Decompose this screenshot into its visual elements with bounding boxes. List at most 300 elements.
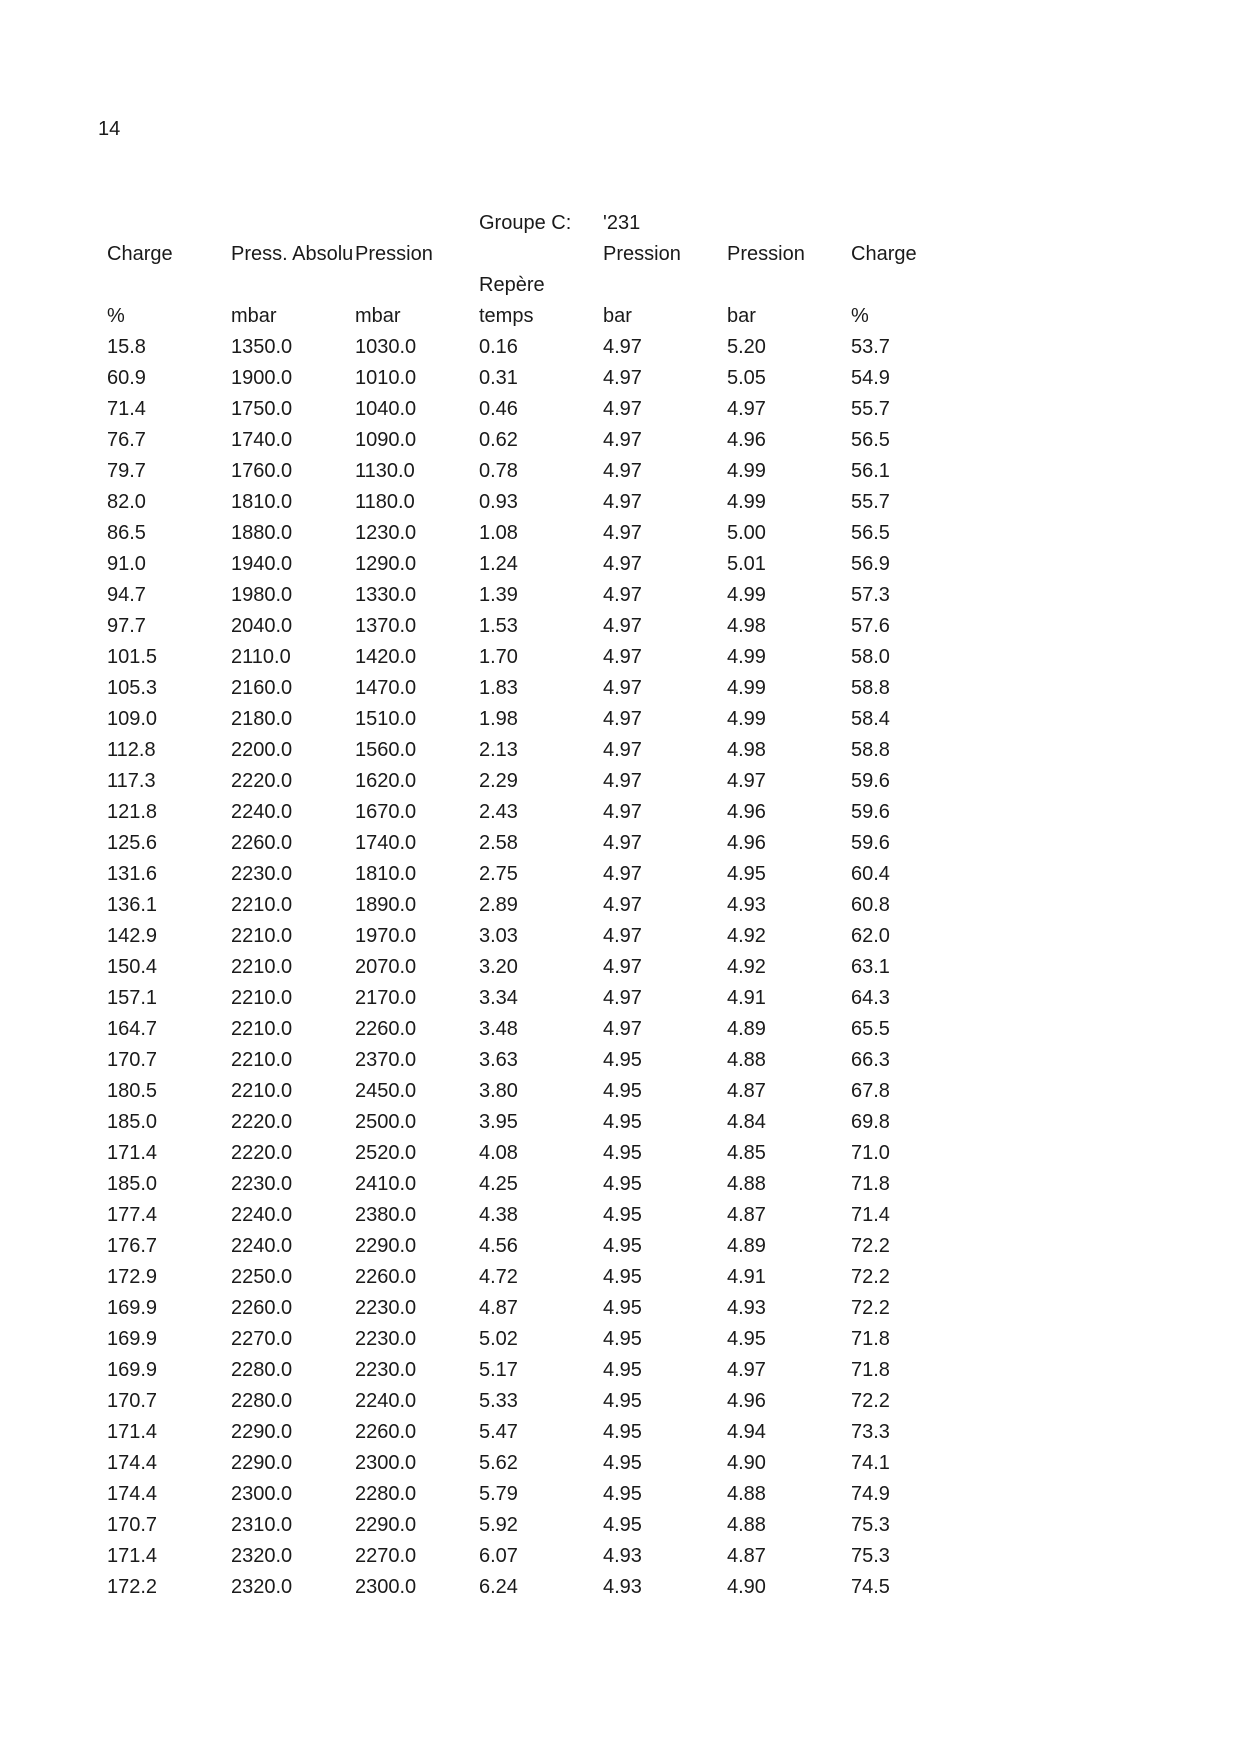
table-cell: 2290.0 bbox=[231, 1421, 293, 1443]
table-cell: 71.0 bbox=[851, 1142, 890, 1164]
table-cell: 4.95 bbox=[603, 1266, 642, 1288]
table-cell: 185.0 bbox=[107, 1111, 158, 1133]
table-cell: 4.97 bbox=[727, 398, 766, 420]
table-cell: 1350.0 bbox=[231, 336, 293, 358]
table-row bbox=[107, 642, 975, 673]
table-row bbox=[107, 580, 975, 611]
table-cell: 60.9 bbox=[107, 367, 146, 389]
table-cell: 105.3 bbox=[107, 677, 158, 699]
table-cell: 4.97 bbox=[603, 398, 642, 420]
table-cell: 55.7 bbox=[851, 491, 890, 513]
header-cell: Charge bbox=[107, 243, 173, 265]
header-row bbox=[107, 301, 975, 332]
table-cell: 4.38 bbox=[479, 1204, 518, 1226]
table-cell: 4.95 bbox=[603, 1204, 642, 1226]
table-cell: 2.43 bbox=[479, 801, 518, 823]
table-cell: 4.92 bbox=[727, 956, 766, 978]
table-cell: 4.97 bbox=[603, 925, 642, 947]
table-row bbox=[107, 1138, 975, 1169]
header-cell: % bbox=[107, 305, 125, 327]
table-row bbox=[107, 518, 975, 549]
table-row bbox=[107, 394, 975, 425]
table-cell: 1980.0 bbox=[231, 584, 293, 606]
table-row bbox=[107, 859, 975, 890]
table-cell: 97.7 bbox=[107, 615, 146, 637]
table-cell: 1.70 bbox=[479, 646, 518, 668]
table-cell: 2170.0 bbox=[355, 987, 417, 1009]
table-cell: 2070.0 bbox=[355, 956, 417, 978]
table-cell: 4.87 bbox=[727, 1545, 766, 1567]
table-cell: 177.4 bbox=[107, 1204, 158, 1226]
header-row bbox=[107, 239, 975, 270]
header-cell: bar bbox=[603, 305, 632, 327]
table-cell: 112.8 bbox=[107, 739, 156, 761]
table-cell: 1740.0 bbox=[355, 832, 417, 854]
table-cell: 4.97 bbox=[603, 708, 642, 730]
table-cell: 125.6 bbox=[107, 832, 158, 854]
table-cell: 1.08 bbox=[479, 522, 518, 544]
header-cell bbox=[107, 270, 231, 301]
table-cell: 59.6 bbox=[851, 770, 890, 792]
table-cell: 2410.0 bbox=[355, 1173, 417, 1195]
header-row bbox=[107, 270, 975, 301]
table-row bbox=[107, 363, 975, 394]
table-cell: 5.92 bbox=[479, 1514, 518, 1536]
table-cell: 169.9 bbox=[107, 1297, 158, 1319]
header-cell: Pression bbox=[355, 243, 433, 265]
data-table bbox=[107, 208, 975, 1603]
table-cell: 4.97 bbox=[603, 739, 642, 761]
table-cell: 3.95 bbox=[479, 1111, 518, 1133]
table-row bbox=[107, 549, 975, 580]
table-row bbox=[107, 1448, 975, 1479]
table-cell: 2280.0 bbox=[231, 1390, 293, 1412]
table-row bbox=[107, 611, 975, 642]
table-cell: 4.87 bbox=[727, 1080, 766, 1102]
table-row bbox=[107, 1045, 975, 1076]
table-cell: 56.5 bbox=[851, 522, 890, 544]
table-cell: 1470.0 bbox=[355, 677, 417, 699]
table-cell: 4.25 bbox=[479, 1173, 518, 1195]
table-cell: 1810.0 bbox=[355, 863, 417, 885]
table-cell: 74.9 bbox=[851, 1483, 890, 1505]
table-cell: 1670.0 bbox=[355, 801, 417, 823]
table-row bbox=[107, 952, 975, 983]
table-row bbox=[107, 1355, 975, 1386]
table-cell: 1010.0 bbox=[355, 367, 417, 389]
table-cell: 62.0 bbox=[851, 925, 890, 947]
header-cell bbox=[851, 208, 975, 239]
table-cell: 5.01 bbox=[727, 553, 766, 575]
table-cell: 4.56 bbox=[479, 1235, 518, 1257]
table-cell: 58.4 bbox=[851, 708, 890, 730]
table-cell: 3.34 bbox=[479, 987, 518, 1009]
table-cell: 4.97 bbox=[727, 770, 766, 792]
table-row bbox=[107, 1231, 975, 1262]
table-cell: 63.1 bbox=[851, 956, 890, 978]
table-cell: 60.8 bbox=[851, 894, 890, 916]
table-row bbox=[107, 735, 975, 766]
table-cell: 71.4 bbox=[851, 1204, 890, 1226]
page-number: 14 bbox=[98, 118, 121, 140]
table-cell: 4.95 bbox=[603, 1452, 642, 1474]
table-cell: 4.95 bbox=[603, 1297, 642, 1319]
header-cell bbox=[231, 208, 355, 239]
table-cell: 4.99 bbox=[727, 460, 766, 482]
table-cell: 2220.0 bbox=[231, 1111, 293, 1133]
table-cell: 1620.0 bbox=[355, 770, 417, 792]
table-cell: 1.39 bbox=[479, 584, 518, 606]
header-cell: '231 bbox=[603, 212, 641, 234]
table-cell: 2040.0 bbox=[231, 615, 293, 637]
table-cell: 66.3 bbox=[851, 1049, 890, 1071]
table-row bbox=[107, 890, 975, 921]
table-row bbox=[107, 1262, 975, 1293]
table-cell: 171.4 bbox=[107, 1421, 158, 1443]
table-cell: 3.63 bbox=[479, 1049, 518, 1071]
table-cell: 5.02 bbox=[479, 1328, 518, 1350]
table-cell: 4.95 bbox=[603, 1049, 642, 1071]
table-cell: 1510.0 bbox=[355, 708, 417, 730]
table-cell: 1230.0 bbox=[355, 522, 417, 544]
table-cell: 4.97 bbox=[603, 894, 642, 916]
table-cell: 1560.0 bbox=[355, 739, 417, 761]
table-cell: 4.97 bbox=[603, 367, 642, 389]
table-cell: 2210.0 bbox=[231, 1018, 293, 1040]
table-cell: 0.78 bbox=[479, 460, 518, 482]
table-cell: 4.97 bbox=[603, 987, 642, 1009]
table-cell: 64.3 bbox=[851, 987, 890, 1009]
table-row bbox=[107, 921, 975, 952]
table-cell: 6.24 bbox=[479, 1576, 518, 1598]
table-cell: 2380.0 bbox=[355, 1204, 417, 1226]
header-cell: mbar bbox=[355, 305, 401, 327]
table-cell: 4.97 bbox=[603, 491, 642, 513]
table-cell: 136.1 bbox=[107, 894, 158, 916]
table-cell: 2300.0 bbox=[231, 1483, 293, 1505]
table-cell: 1030.0 bbox=[355, 336, 417, 358]
table-cell: 5.00 bbox=[727, 522, 766, 544]
table-cell: 4.97 bbox=[603, 553, 642, 575]
table-cell: 4.97 bbox=[603, 336, 642, 358]
table-cell: 170.7 bbox=[107, 1514, 158, 1536]
header-cell bbox=[107, 208, 231, 239]
table-cell: 2280.0 bbox=[355, 1483, 417, 1505]
table-cell: 3.20 bbox=[479, 956, 518, 978]
table-cell: 4.93 bbox=[727, 894, 766, 916]
table-cell: 2230.0 bbox=[355, 1328, 417, 1350]
table-cell: 5.17 bbox=[479, 1359, 518, 1381]
table-cell: 2230.0 bbox=[355, 1359, 417, 1381]
table-cell: 76.7 bbox=[107, 429, 146, 451]
table-cell: 2210.0 bbox=[231, 894, 293, 916]
table-cell: 4.88 bbox=[727, 1049, 766, 1071]
header-cell bbox=[727, 270, 851, 301]
table-cell: 55.7 bbox=[851, 398, 890, 420]
table-cell: 4.97 bbox=[603, 677, 642, 699]
table-cell: 2.58 bbox=[479, 832, 518, 854]
table-cell: 3.48 bbox=[479, 1018, 518, 1040]
table-cell: 4.97 bbox=[603, 1018, 642, 1040]
table-cell: 4.90 bbox=[727, 1576, 766, 1598]
table-cell: 4.97 bbox=[603, 429, 642, 451]
table-cell: 2260.0 bbox=[231, 832, 293, 854]
table-cell: 4.91 bbox=[727, 987, 766, 1009]
table-cell: 109.0 bbox=[107, 708, 158, 730]
table-cell: 5.33 bbox=[479, 1390, 518, 1412]
table-cell: 2.75 bbox=[479, 863, 518, 885]
table-cell: 2270.0 bbox=[231, 1328, 293, 1350]
table-cell: 1940.0 bbox=[231, 553, 293, 575]
table-cell: 2210.0 bbox=[231, 956, 293, 978]
table-cell: 4.87 bbox=[727, 1204, 766, 1226]
table-row bbox=[107, 1014, 975, 1045]
table-cell: 1750.0 bbox=[231, 398, 293, 420]
header-cell: Pression bbox=[603, 243, 681, 265]
table-cell: 2.13 bbox=[479, 739, 518, 761]
table-cell: 1.24 bbox=[479, 553, 518, 575]
table-row bbox=[107, 1324, 975, 1355]
header-cell: Press. Absolu bbox=[231, 243, 354, 265]
table-cell: 0.62 bbox=[479, 429, 518, 451]
table-cell: 2450.0 bbox=[355, 1080, 417, 1102]
table-cell: 2220.0 bbox=[231, 770, 293, 792]
table-cell: 2250.0 bbox=[231, 1266, 293, 1288]
table-row bbox=[107, 1107, 975, 1138]
table-cell: 1290.0 bbox=[355, 553, 417, 575]
table-cell: 2240.0 bbox=[355, 1390, 417, 1412]
table-cell: 94.7 bbox=[107, 584, 146, 606]
table-cell: 1180.0 bbox=[355, 491, 415, 513]
table-cell: 2300.0 bbox=[355, 1576, 417, 1598]
table-row bbox=[107, 1169, 975, 1200]
table-cell: 4.96 bbox=[727, 832, 766, 854]
table-cell: 180.5 bbox=[107, 1080, 158, 1102]
table-cell: 74.5 bbox=[851, 1576, 890, 1598]
table-cell: 72.2 bbox=[851, 1390, 890, 1412]
table-row bbox=[107, 1417, 975, 1448]
table-cell: 172.2 bbox=[107, 1576, 158, 1598]
table-cell: 164.7 bbox=[107, 1018, 158, 1040]
table-cell: 2290.0 bbox=[231, 1452, 293, 1474]
table-cell: 4.87 bbox=[479, 1297, 518, 1319]
table-cell: 4.95 bbox=[603, 1328, 642, 1350]
table-cell: 1900.0 bbox=[231, 367, 293, 389]
table-row bbox=[107, 1541, 975, 1572]
table-cell: 4.96 bbox=[727, 429, 766, 451]
table-cell: 4.95 bbox=[727, 1328, 766, 1350]
table-cell: 1890.0 bbox=[355, 894, 417, 916]
table-cell: 5.62 bbox=[479, 1452, 518, 1474]
table-cell: 53.7 bbox=[851, 336, 890, 358]
table-row bbox=[107, 828, 975, 859]
table-cell: 0.16 bbox=[479, 336, 518, 358]
table-cell: 2.89 bbox=[479, 894, 518, 916]
table-cell: 2280.0 bbox=[231, 1359, 293, 1381]
header-cell: temps bbox=[479, 305, 534, 327]
table-cell: 79.7 bbox=[107, 460, 146, 482]
table-cell: 2320.0 bbox=[231, 1545, 293, 1567]
table-cell: 171.4 bbox=[107, 1142, 158, 1164]
table-cell: 82.0 bbox=[107, 491, 146, 513]
table-cell: 1420.0 bbox=[355, 646, 417, 668]
table-cell: 2200.0 bbox=[231, 739, 293, 761]
table-cell: 4.72 bbox=[479, 1266, 518, 1288]
table-cell: 4.97 bbox=[603, 646, 642, 668]
table-row bbox=[107, 1293, 975, 1324]
table-cell: 4.95 bbox=[603, 1080, 642, 1102]
table-cell: 58.8 bbox=[851, 739, 890, 761]
header-cell bbox=[479, 239, 603, 270]
table-cell: 4.98 bbox=[727, 739, 766, 761]
table-cell: 4.97 bbox=[603, 832, 642, 854]
table-row bbox=[107, 673, 975, 704]
table-cell: 101.5 bbox=[107, 646, 158, 668]
table-cell: 172.9 bbox=[107, 1266, 158, 1288]
table-cell: 142.9 bbox=[107, 925, 158, 947]
table-cell: 171.4 bbox=[107, 1545, 158, 1567]
table-cell: 6.07 bbox=[479, 1545, 518, 1567]
table-cell: 4.97 bbox=[603, 801, 642, 823]
table-cell: 54.9 bbox=[851, 367, 890, 389]
table-cell: 4.88 bbox=[727, 1514, 766, 1536]
table-cell: 5.05 bbox=[727, 367, 766, 389]
header-cell: Charge bbox=[851, 243, 917, 265]
table-row bbox=[107, 1386, 975, 1417]
table-cell: 4.92 bbox=[727, 925, 766, 947]
table-cell: 15.8 bbox=[107, 336, 146, 358]
table-cell: 4.98 bbox=[727, 615, 766, 637]
table-cell: 170.7 bbox=[107, 1049, 158, 1071]
table-cell: 4.95 bbox=[603, 1142, 642, 1164]
table-cell: 2210.0 bbox=[231, 1080, 293, 1102]
table-cell: 56.1 bbox=[851, 460, 890, 482]
table-cell: 5.79 bbox=[479, 1483, 518, 1505]
table-cell: 2500.0 bbox=[355, 1111, 417, 1133]
table-cell: 4.85 bbox=[727, 1142, 766, 1164]
table-cell: 75.3 bbox=[851, 1514, 890, 1536]
table-cell: 0.31 bbox=[479, 367, 518, 389]
table-row bbox=[107, 797, 975, 828]
header-cell bbox=[231, 270, 355, 301]
table-cell: 1970.0 bbox=[355, 925, 417, 947]
table-cell: 4.93 bbox=[727, 1297, 766, 1319]
table-cell: 4.97 bbox=[603, 770, 642, 792]
table-cell: 1330.0 bbox=[355, 584, 417, 606]
table-cell: 5.47 bbox=[479, 1421, 518, 1443]
table-cell: 4.95 bbox=[603, 1359, 642, 1381]
header-cell bbox=[603, 270, 727, 301]
table-cell: 4.97 bbox=[603, 584, 642, 606]
table-cell: 1090.0 bbox=[355, 429, 417, 451]
table-cell: 57.6 bbox=[851, 615, 890, 637]
table-cell: 2230.0 bbox=[231, 863, 293, 885]
table-row bbox=[107, 1076, 975, 1107]
table-cell: 169.9 bbox=[107, 1359, 158, 1381]
header-cell bbox=[355, 208, 479, 239]
table-cell: 2220.0 bbox=[231, 1142, 293, 1164]
table-row bbox=[107, 1479, 975, 1510]
header-cell: Groupe C: bbox=[479, 212, 572, 234]
table-cell: 2240.0 bbox=[231, 801, 293, 823]
table-row bbox=[107, 983, 975, 1014]
table-cell: 2370.0 bbox=[355, 1049, 417, 1071]
table-cell: 71.8 bbox=[851, 1328, 890, 1350]
table-cell: 59.6 bbox=[851, 801, 890, 823]
table-cell: 3.80 bbox=[479, 1080, 518, 1102]
table-cell: 4.95 bbox=[603, 1235, 642, 1257]
table-cell: 1.98 bbox=[479, 708, 518, 730]
table-row bbox=[107, 456, 975, 487]
table-cell: 1810.0 bbox=[231, 491, 293, 513]
table-cell: 4.95 bbox=[603, 1483, 642, 1505]
table-cell: 4.97 bbox=[603, 522, 642, 544]
table-cell: 60.4 bbox=[851, 863, 890, 885]
header-cell: Repère bbox=[479, 274, 545, 296]
table-cell: 2240.0 bbox=[231, 1235, 293, 1257]
table-cell: 4.88 bbox=[727, 1483, 766, 1505]
table-cell: 4.95 bbox=[727, 863, 766, 885]
table-cell: 4.95 bbox=[603, 1421, 642, 1443]
table-cell: 72.2 bbox=[851, 1235, 890, 1257]
table-cell: 4.99 bbox=[727, 491, 766, 513]
table-cell: 5.20 bbox=[727, 336, 766, 358]
table-cell: 4.93 bbox=[603, 1545, 642, 1567]
table-cell: 4.99 bbox=[727, 677, 766, 699]
table-cell: 4.97 bbox=[727, 1359, 766, 1381]
table-row bbox=[107, 425, 975, 456]
table-cell: 1.83 bbox=[479, 677, 518, 699]
table-cell: 2210.0 bbox=[231, 987, 293, 1009]
table-cell: 2290.0 bbox=[355, 1235, 417, 1257]
table-row bbox=[107, 1510, 975, 1541]
table-cell: 75.3 bbox=[851, 1545, 890, 1567]
table-cell: 91.0 bbox=[107, 553, 146, 575]
table-cell: 1130.0 bbox=[355, 460, 415, 482]
table-cell: 1040.0 bbox=[355, 398, 417, 420]
table-cell: 4.96 bbox=[727, 801, 766, 823]
table-cell: 4.99 bbox=[727, 708, 766, 730]
table-cell: 4.91 bbox=[727, 1266, 766, 1288]
table-cell: 2110.0 bbox=[231, 646, 291, 668]
table-cell: 2260.0 bbox=[355, 1266, 417, 1288]
table-cell: 170.7 bbox=[107, 1390, 158, 1412]
table-cell: 1760.0 bbox=[231, 460, 293, 482]
table-cell: 4.99 bbox=[727, 646, 766, 668]
table-cell: 56.9 bbox=[851, 553, 890, 575]
table-cell: 169.9 bbox=[107, 1328, 158, 1350]
table-cell: 2160.0 bbox=[231, 677, 293, 699]
table-row bbox=[107, 1200, 975, 1231]
header-row bbox=[107, 208, 975, 239]
table-cell: 2210.0 bbox=[231, 925, 293, 947]
table-cell: 4.89 bbox=[727, 1235, 766, 1257]
table-cell: 2260.0 bbox=[355, 1018, 417, 1040]
header-cell: % bbox=[851, 305, 869, 327]
table-cell: 2270.0 bbox=[355, 1545, 417, 1567]
table-cell: 59.6 bbox=[851, 832, 890, 854]
table-cell: 2260.0 bbox=[355, 1421, 417, 1443]
header-cell bbox=[727, 208, 851, 239]
table-cell: 2520.0 bbox=[355, 1142, 417, 1164]
table-cell: 2290.0 bbox=[355, 1514, 417, 1536]
table-cell: 73.3 bbox=[851, 1421, 890, 1443]
table-cell: 4.99 bbox=[727, 584, 766, 606]
table-cell: 71.8 bbox=[851, 1359, 890, 1381]
table-cell: 2300.0 bbox=[355, 1452, 417, 1474]
table-cell: 2230.0 bbox=[355, 1297, 417, 1319]
table-cell: 2.29 bbox=[479, 770, 518, 792]
